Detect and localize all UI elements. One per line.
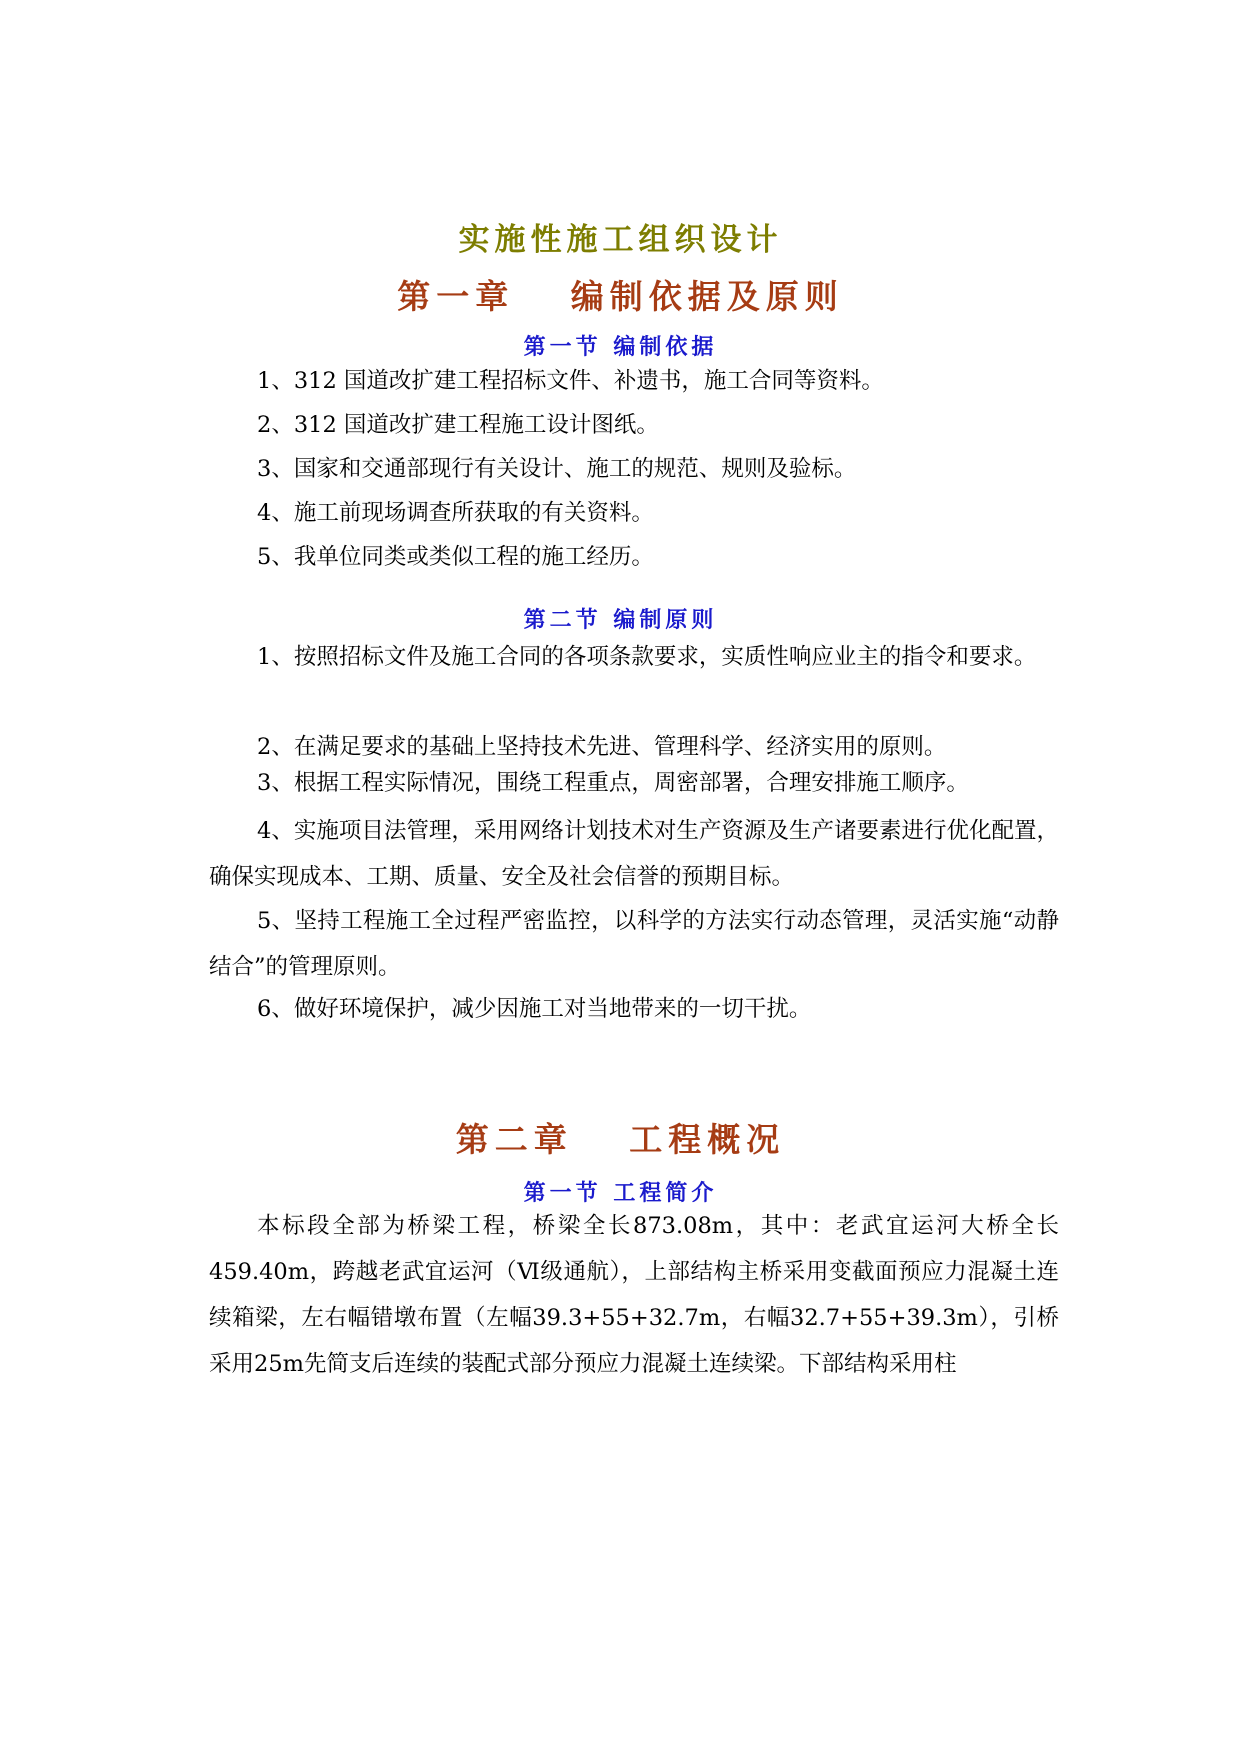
principle-item-2: 2、在满足要求的基础上坚持技术先进、管理科学、经济实用的原则。 bbox=[257, 734, 947, 760]
principle-item-3: 3、根据工程实际情况，围绕工程重点，周密部署，合理安排施工顺序。 bbox=[257, 770, 969, 796]
principle-item-1: 1、按照招标文件及施工合同的各项条款要求，实质性响应业主的指令和要求。 bbox=[257, 644, 1037, 670]
chapter-1-heading: 第一章 编制依据及原则 bbox=[397, 277, 844, 316]
principle-item-5: 5、坚持工程施工全过程严密监控，以科学的方法实行动态管理，灵活实施“动静结合”的管理原则。 bbox=[209, 908, 1059, 980]
chapter-2-section-1-heading: 第一节 工程简介 bbox=[523, 1181, 718, 1206]
chapter-1-section-1-heading: 第一节 编制依据 bbox=[523, 335, 718, 360]
principle-item-4: 4、实施项目法管理，采用网络计划技术对生产资源及生产诸要素进行优化配置，确保实现成本、工期、质量、安全及社会信誉的预期目标。 bbox=[209, 818, 1059, 890]
chapter-1-section-2-heading: 第二节 编制原则 bbox=[523, 608, 718, 633]
chapter-2-heading: 第二章 工程概况 bbox=[455, 1120, 786, 1159]
basis-item-3: 3、国家和交通部现行有关设计、施工的规范、规则及验标。 bbox=[257, 456, 857, 482]
basis-item-1: 1、312 国道改扩建工程招标文件、补遗书，施工合同等资料。 bbox=[257, 368, 884, 394]
basis-item-4: 4、施工前现场调查所获取的有关资料。 bbox=[257, 500, 654, 526]
document-title: 实施性施工组织设计 bbox=[458, 222, 783, 258]
project-overview-paragraph: 本标段全部为桥梁工程，桥梁全长873.08m，其中：老武宜运河大桥全长459.40m，跨越老武宜运河（Ⅵ级通航），上部结构主桥采用变截面预应力混凝土连续箱梁，左右幅错墩布置（左幅39.3+55+32.7m，右幅32.7+55+39.3m），引桥采用25m先简支后连续的装配式部分预应力混凝土连续梁。下部结构采用柱 bbox=[209, 1213, 1059, 1377]
principle-item-6: 6、做好环境保护，减少因施工对当地带来的一切干扰。 bbox=[257, 996, 812, 1022]
basis-item-5: 5、我单位同类或类似工程的施工经历。 bbox=[257, 544, 654, 570]
basis-item-2: 2、312 国道改扩建工程施工设计图纸。 bbox=[257, 412, 659, 438]
